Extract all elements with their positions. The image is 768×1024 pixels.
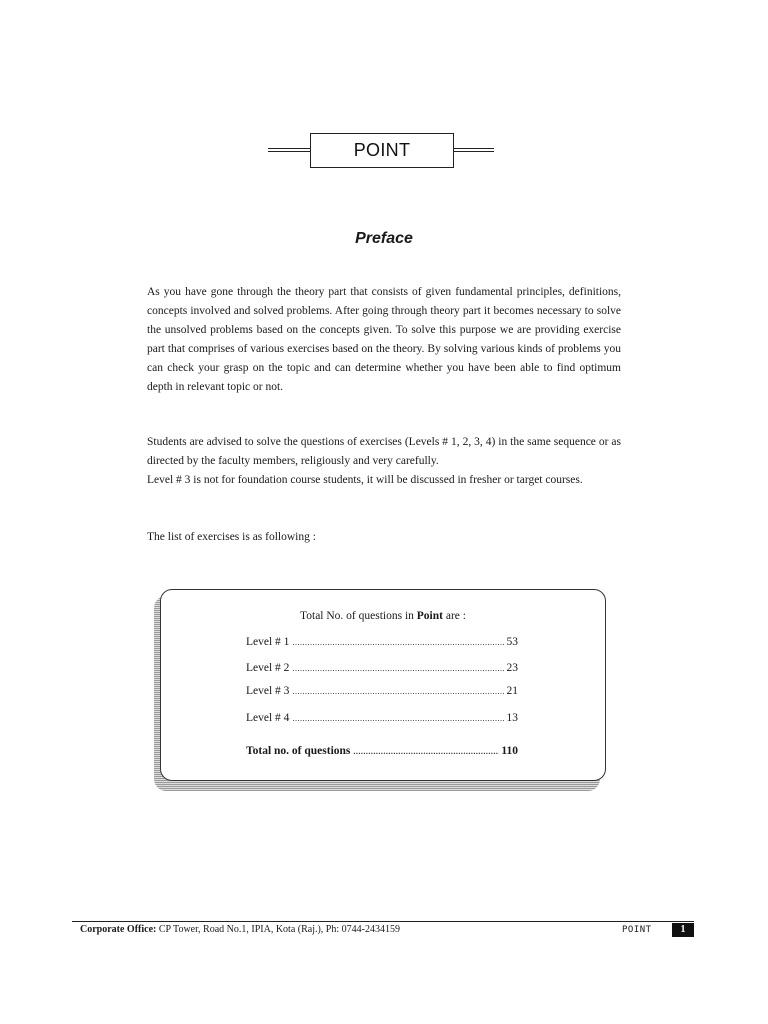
level-count: 53 bbox=[506, 636, 518, 648]
level-row bbox=[246, 685, 518, 697]
summary-title-bold: Point bbox=[416, 610, 443, 622]
preface-heading: Preface bbox=[355, 230, 413, 247]
leader-dots bbox=[292, 638, 504, 647]
preface-paragraph-2 bbox=[147, 433, 621, 490]
total-row bbox=[246, 745, 518, 757]
level-label: Level # 1 bbox=[246, 636, 290, 648]
level-row bbox=[246, 662, 518, 674]
summary-title-suffix: are : bbox=[442, 610, 466, 622]
title-rule-left bbox=[268, 148, 310, 152]
leader-dots bbox=[292, 714, 504, 723]
footer-brand: POINT bbox=[622, 925, 652, 935]
summary-title-prefix: Total No. of questions in bbox=[300, 610, 417, 622]
level-count: 13 bbox=[506, 712, 518, 724]
level-label: Level # 4 bbox=[246, 712, 290, 724]
level-count: 21 bbox=[506, 685, 518, 697]
level-label: Level # 2 bbox=[246, 662, 290, 674]
total-count: 110 bbox=[501, 745, 518, 757]
leader-dots bbox=[353, 747, 499, 756]
chapter-title: POINT bbox=[310, 133, 454, 168]
title-rule-right bbox=[454, 148, 494, 152]
preface-paragraph-2-line-1: Students are advised to solve the questions of exercises (Levels # 1, 2, 3, 4) in the same sequence or as directed by the faculty members, religiously and very carefully. bbox=[147, 436, 621, 467]
level-row bbox=[246, 712, 518, 724]
page-number: 1 bbox=[672, 923, 694, 937]
office-address: CP Tower, Road No.1, IPIA, Kota (Raj.), Ph: 0744-2434159 bbox=[156, 924, 400, 935]
summary-title bbox=[161, 610, 605, 622]
preface-paragraph-3 bbox=[147, 528, 621, 547]
total-label: Total no. of questions bbox=[246, 745, 351, 757]
footer-rule bbox=[72, 921, 694, 922]
preface-paragraph-1-text: As you have gone through the theory part that consists of given fundamental principles, definitions, concepts involved and solved problems. After going through theory part it becomes necessary to solve the unsolved problems based on the concepts given. To solve this purpose we are providing exercise part that comprises of various exercises based on the theory. By solving various kinds of problems you can check your grasp on the topic and can determine whether you have been able to find optimum depth in relevant topic or not. bbox=[147, 286, 621, 393]
preface-paragraph-2-line-2: Level # 3 is not for foundation course students, it will be discussed in fresher or target courses. bbox=[147, 474, 583, 486]
corporate-office bbox=[80, 924, 400, 935]
level-count: 23 bbox=[506, 662, 518, 674]
chapter-title-banner bbox=[268, 133, 494, 169]
preface-paragraph-3-text: The list of exercises is as following : bbox=[147, 531, 316, 543]
leader-dots bbox=[292, 664, 504, 673]
question-summary-box bbox=[160, 589, 606, 781]
level-row bbox=[246, 636, 518, 648]
level-label: Level # 3 bbox=[246, 685, 290, 697]
leader-dots bbox=[292, 687, 504, 696]
page-footer bbox=[80, 924, 694, 938]
office-label: Corporate Office: bbox=[80, 924, 157, 935]
preface-paragraph-1 bbox=[147, 283, 621, 397]
